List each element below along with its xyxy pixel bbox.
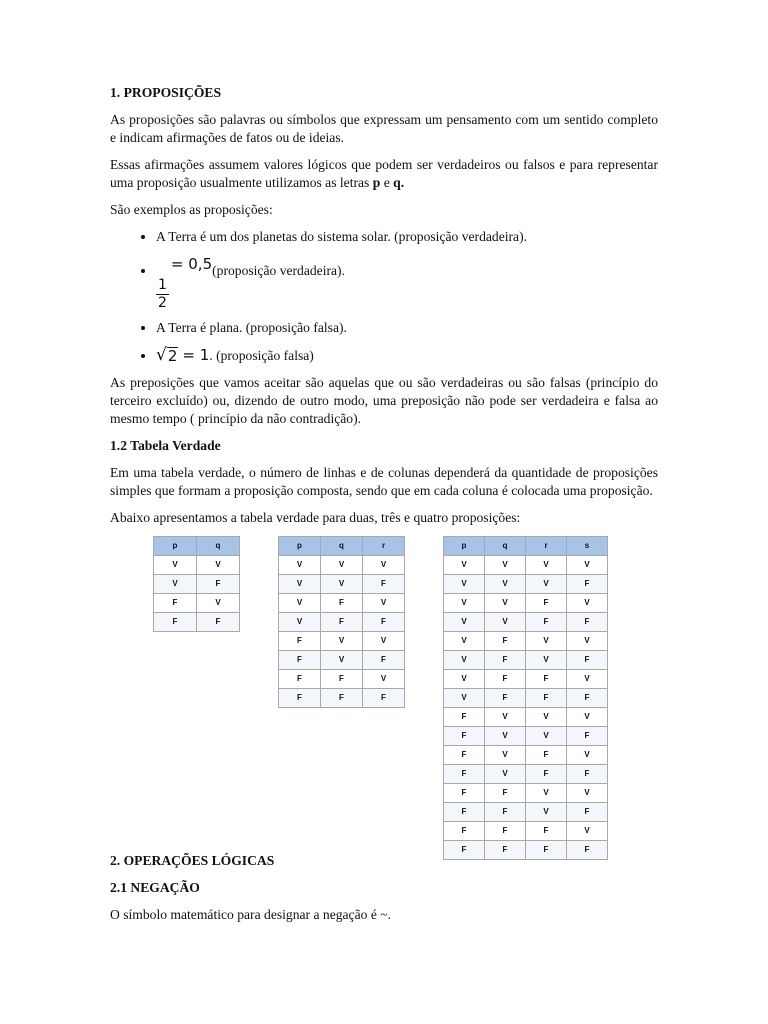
table-cell: F: [526, 746, 567, 765]
table-cell: V: [526, 651, 567, 670]
paragraph-logical-values: [110, 156, 658, 192]
table-row: [279, 575, 405, 594]
conjunction: e: [380, 175, 394, 190]
table-cell: F: [444, 746, 485, 765]
table-row: [444, 822, 608, 841]
table-cell: F: [485, 651, 526, 670]
truth-table-three: [278, 536, 405, 708]
table-header-row: [279, 537, 405, 556]
table-row: [444, 784, 608, 803]
list-item-text: (proposição verdadeira).: [212, 263, 345, 278]
examples-list: [110, 228, 658, 365]
table-row: [444, 765, 608, 784]
table-cell: V: [485, 708, 526, 727]
table-cell: F: [526, 594, 567, 613]
table-cell: V: [279, 594, 321, 613]
radicand: 2: [167, 347, 178, 365]
table-cell: V: [485, 746, 526, 765]
table-cell: F: [154, 594, 197, 613]
table-cell: F: [567, 613, 608, 632]
table-row: [444, 651, 608, 670]
table-cell: V: [567, 670, 608, 689]
table-cell: F: [567, 689, 608, 708]
paragraph-truth-table: Em uma tabela verdade, o número de linhas e de colunas dependerá da quantidade de proposições simples que formam a proposição composta, sendo que em cada coluna é colocada uma proposição.: [110, 465, 658, 498]
fraction-denominator: 2: [158, 295, 167, 311]
square-root: [156, 346, 178, 364]
table-row: [154, 594, 240, 613]
table-cell: V: [321, 632, 363, 651]
table-cell: V: [485, 613, 526, 632]
section-heading-negation: 2.1 NEGAÇÃO: [110, 880, 200, 895]
table-cell: F: [567, 841, 608, 860]
table-cell: V: [363, 594, 405, 613]
table-cell: F: [197, 575, 240, 594]
table-cell: F: [279, 651, 321, 670]
table-cell: V: [526, 632, 567, 651]
table-cell: V: [154, 575, 197, 594]
table-cell: F: [363, 575, 405, 594]
table-cell: F: [444, 765, 485, 784]
table-cell: V: [567, 594, 608, 613]
table-cell: V: [485, 594, 526, 613]
table-row: [444, 689, 608, 708]
table-row: [279, 613, 405, 632]
table-cell: F: [444, 727, 485, 746]
paragraph-examples-intro: São exemplos as proposições:: [110, 202, 273, 217]
table-cell: F: [526, 613, 567, 632]
table-row: [279, 594, 405, 613]
table-row: [444, 632, 608, 651]
table-cell: F: [444, 841, 485, 860]
radical-sign: • √: [156, 345, 167, 365]
list-item-text: . (proposição falsa): [209, 348, 314, 363]
table-cell: V: [485, 575, 526, 594]
table-cell: F: [567, 803, 608, 822]
table-header-cell: q: [321, 537, 363, 556]
table-cell: V: [363, 670, 405, 689]
table-row: [279, 632, 405, 651]
table-cell: V: [197, 556, 240, 575]
table-row: [279, 651, 405, 670]
table-cell: V: [526, 784, 567, 803]
table-cell: V: [526, 708, 567, 727]
table-cell: F: [567, 727, 608, 746]
table-row: [279, 689, 405, 708]
paragraph-definition: As proposições são palavras ou símbolos que expressam um pensamento com um sentido completo e indicam afirmações de fatos ou de ideias.: [110, 112, 658, 145]
table-cell: F: [526, 822, 567, 841]
table-cell: V: [154, 556, 197, 575]
table-cell: F: [526, 765, 567, 784]
table-cell: F: [154, 613, 197, 632]
table-row: [154, 556, 240, 575]
list-item: [156, 255, 658, 312]
truth-table-four: [443, 536, 608, 860]
table-cell: F: [321, 613, 363, 632]
table-cell: F: [197, 613, 240, 632]
table-cell: F: [363, 689, 405, 708]
table-row: [444, 746, 608, 765]
table-cell: V: [197, 594, 240, 613]
table-cell: V: [567, 632, 608, 651]
section-heading-propositions: 1. PROPOSIÇÕES: [110, 85, 222, 100]
table-row: [444, 727, 608, 746]
table-cell: F: [485, 822, 526, 841]
table-header-row: [154, 537, 240, 556]
table-row: [154, 575, 240, 594]
table-cell: V: [444, 613, 485, 632]
fraction: [156, 277, 169, 312]
table-cell: F: [321, 594, 363, 613]
table-header-cell: r: [363, 537, 405, 556]
table-cell: F: [567, 765, 608, 784]
paragraph-text: Essas afirmações assumem valores lógicos que podem ser verdadeiros ou falsos e para representar uma proposição usualmente utilizamos as letras: [110, 157, 658, 190]
section-heading-truth-table: 1.2 Tabela Verdade: [110, 438, 221, 453]
table-cell: F: [485, 784, 526, 803]
fraction-numerator: • 1: [158, 277, 167, 293]
table-cell: V: [485, 556, 526, 575]
table-cell: V: [485, 727, 526, 746]
table-row: [154, 613, 240, 632]
list-item: • A Terra é um dos planetas do sistema solar. (proposição verdadeira).: [156, 228, 658, 246]
table-cell: V: [279, 613, 321, 632]
table-row: [444, 556, 608, 575]
table-header-cell: q: [485, 537, 526, 556]
table-header-cell: p: [279, 537, 321, 556]
table-cell: V: [444, 651, 485, 670]
table-cell: V: [444, 594, 485, 613]
equation-result: = 0,5: [170, 255, 213, 273]
table-cell: F: [485, 803, 526, 822]
table-header-cell: p: [154, 537, 197, 556]
table-cell: V: [567, 556, 608, 575]
table-cell: V: [444, 689, 485, 708]
table-cell: V: [279, 556, 321, 575]
table-cell: V: [567, 784, 608, 803]
list-item: • A Terra é plana. (proposição falsa).: [156, 319, 658, 337]
table-row: [444, 575, 608, 594]
table-cell: F: [485, 689, 526, 708]
table-row: [444, 613, 608, 632]
table-cell: V: [321, 651, 363, 670]
table-cell: V: [526, 556, 567, 575]
table-cell: F: [526, 689, 567, 708]
table-cell: V: [444, 575, 485, 594]
table-header-cell: p: [444, 537, 485, 556]
table-cell: V: [567, 708, 608, 727]
table-header-cell: s: [567, 537, 608, 556]
table-row: [444, 594, 608, 613]
truth-table-two: [153, 536, 240, 632]
table-cell: F: [279, 632, 321, 651]
table-cell: V: [526, 575, 567, 594]
table-cell: F: [567, 575, 608, 594]
table-row: [444, 670, 608, 689]
table-cell: V: [567, 822, 608, 841]
truth-tables: [110, 536, 658, 854]
table-cell: V: [567, 746, 608, 765]
table-header-row: [444, 537, 608, 556]
table-row: [444, 803, 608, 822]
letter-p: p: [372, 175, 381, 190]
table-cell: V: [444, 556, 485, 575]
document-content: [110, 84, 658, 933]
paragraph-negation: O símbolo matemático para designar a negação é ~.: [110, 907, 392, 922]
table-cell: F: [444, 784, 485, 803]
section-heading-logical-operations: 2. OPERAÇÕES LÓGICAS: [110, 853, 275, 868]
table-cell: F: [363, 613, 405, 632]
equation-result: = 1: [182, 346, 210, 364]
table-cell: V: [485, 765, 526, 784]
paragraph-principles: As preposições que vamos aceitar são aquelas que ou são verdadeiras ou são falsas (princípio do terceiro excluído) ou, dizendo de outro modo, uma preposição não pode ser verdadeira e falsa ao mesmo tempo ( princípio da não contradição).: [110, 375, 658, 426]
table-header-cell: r: [526, 537, 567, 556]
list-item: [156, 346, 658, 365]
table-cell: V: [444, 670, 485, 689]
table-row: [444, 708, 608, 727]
table-row: [444, 841, 608, 860]
table-cell: F: [444, 803, 485, 822]
table-cell: F: [279, 670, 321, 689]
table-cell: F: [279, 689, 321, 708]
letter-q: q.: [393, 175, 405, 190]
table-cell: F: [321, 689, 363, 708]
table-cell: V: [279, 575, 321, 594]
table-cell: F: [485, 670, 526, 689]
table-cell: F: [485, 841, 526, 860]
table-cell: F: [526, 670, 567, 689]
table-cell: F: [444, 708, 485, 727]
table-cell: V: [444, 632, 485, 651]
table-cell: V: [321, 556, 363, 575]
table-cell: F: [321, 670, 363, 689]
table-cell: V: [363, 556, 405, 575]
paragraph-tables-intro: Abaixo apresentamos a tabela verdade para duas, três e quatro proposições:: [110, 510, 521, 525]
table-cell: F: [444, 822, 485, 841]
table-cell: V: [526, 727, 567, 746]
table-row: [279, 556, 405, 575]
table-cell: V: [526, 803, 567, 822]
table-cell: F: [526, 841, 567, 860]
table-cell: F: [485, 632, 526, 651]
table-row: [279, 670, 405, 689]
table-header-cell: q: [197, 537, 240, 556]
table-cell: F: [567, 651, 608, 670]
table-cell: V: [321, 575, 363, 594]
table-cell: F: [363, 651, 405, 670]
table-cell: V: [363, 632, 405, 651]
